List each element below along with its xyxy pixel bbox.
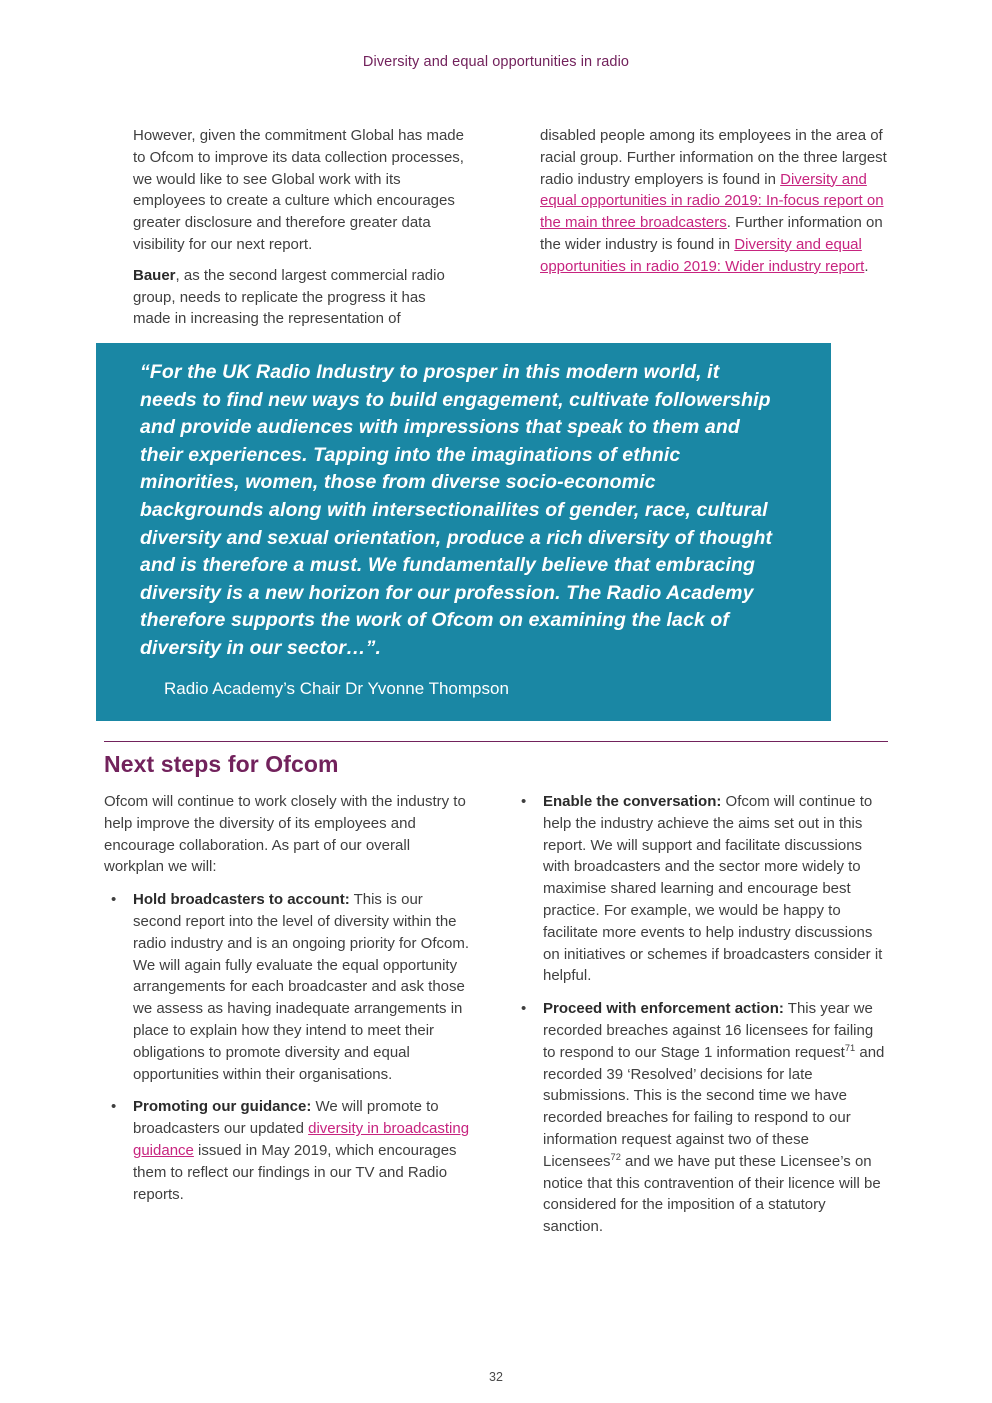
- text-run: and we have put these Licensee’s on notice that this contravention of their licence will be considered for the imposition of a statutory sanction.: [543, 1152, 881, 1236]
- bullet-bold-lead: Promoting our guidance:: [133, 1098, 312, 1116]
- paragraph-global: [133, 125, 465, 256]
- quote-text: “For the UK Radio Industry to prosper in this modern world, it needs to find new ways to build engagement, cultivate followership and provide audiences with impressions that speak to them and their experiences. Tapping into the imaginations of ethnic minorities, women, those from diverse socio-economic backgrounds along with intersectionailites of gender, race, cultural diversity and sexual orientation, produce a rich diversity of thought and is therefore a must. We fundamentally believe that embracing diversity is a new horizon for our profession. The Radio Academy therefore supports the work of Ofcom on examining the lack of diversity in our sector…”.: [140, 361, 773, 659]
- intro-right-column: [540, 125, 888, 339]
- bullet-text: [133, 1096, 470, 1205]
- link-in-focus-report[interactable]: Diversity and equal opportunities in radio 2019: In-focus report on the main three broadcasters: [540, 170, 884, 232]
- next-steps-columns: [104, 791, 888, 1249]
- page-number: 32: [489, 1370, 503, 1384]
- intro-section: [104, 125, 888, 339]
- paragraph-bauer: [133, 265, 465, 330]
- pull-quote-box: [96, 343, 831, 721]
- bullet-enforcement-action: [514, 998, 888, 1238]
- paragraph-further-information: [540, 125, 888, 278]
- text-run: We will promote to broadcasters our updated: [133, 1098, 439, 1138]
- intro-left-column: [104, 125, 465, 339]
- quote-attribution: Radio Academy’s Chair Dr Yvonne Thompson: [164, 678, 509, 698]
- text-run: However, given the commitment Global has made to Ofcom to improve its data collection processes, we would like to see Global work with its employees to create a culture which encourages greater disclosure and therefore greater data visibility for our next report.: [133, 127, 464, 253]
- text-run: .: [864, 257, 869, 275]
- bullet-bold-lead: Proceed with enforcement action:: [543, 1000, 784, 1018]
- section-heading: Next steps for Ofcom: [104, 751, 339, 777]
- bullet-text: [543, 998, 888, 1238]
- text-run: and recorded 39 ‘Resolved’ decisions for late submissions. This is the second time we have recorded breaches for failing to respond to our information request against two of these Licensees: [543, 1043, 885, 1170]
- link-wider-industry-report[interactable]: Diversity and equal opportunities in radio 2019: Wider industry report: [540, 235, 865, 275]
- bullet-bold-lead: Enable the conversation:: [543, 793, 722, 810]
- bullet-promoting-guidance: [104, 1096, 470, 1205]
- text-run: disabled people among its employees in the area of racial group. Further information on the three largest radio industry employers is found in: [540, 127, 887, 188]
- column-gap: [470, 791, 514, 1249]
- footnote-ref-72: 72: [610, 1151, 621, 1162]
- column-gap: [465, 125, 540, 339]
- link-broadcasting-guidance[interactable]: diversity in broadcasting guidance: [133, 1120, 470, 1159]
- footnote-ref-71: 71: [844, 1042, 856, 1053]
- next-steps-left-column: [104, 791, 470, 1249]
- bullet-marker: •: [521, 793, 527, 810]
- bullet-marker: •: [111, 1098, 117, 1116]
- text-run: issued in May 2019, which encourages them to reflect our findings in our TV and Radio reports.: [133, 1141, 457, 1203]
- bullet-marker: •: [521, 1000, 527, 1018]
- section-divider: [104, 741, 888, 742]
- next-steps-intro: Ofcom will continue to work closely with the industry to help improve the diversity of its employees and encourage collaboration. As part of our overall workplan we will:: [104, 793, 466, 876]
- text-run: , as the second largest commercial radio group, needs to replicate the progress it has made in increasing the representation of: [133, 266, 445, 328]
- next-steps-section: [104, 741, 888, 1249]
- bullet-hold-broadcasters: [104, 889, 470, 1085]
- bullet-bold-lead: Hold broadcasters to account:: [133, 891, 350, 909]
- next-steps-right-column: [514, 791, 888, 1249]
- bullet-text: [133, 889, 470, 1085]
- page-header-title: Diversity and equal opportunities in radio: [362, 54, 630, 70]
- bullet-enable-conversation: [514, 791, 888, 987]
- bullet-text: [543, 791, 888, 987]
- bullet-marker: •: [111, 891, 117, 909]
- text-run: This is our second report into the level of diversity within the radio industry and is an ongoing priority for Ofcom. We will again fully evaluate the equal opportunity arrangements for each broadcaster and ask those we assess as having inadequate arrangements in place to explain how they intend to meet their obligations to promote diversity and equal opportunities within their organisations.: [133, 891, 469, 1083]
- bauer-bold-lead: Bauer: [133, 266, 176, 284]
- text-run: . Further information on the wider industry is found in: [540, 214, 883, 253]
- text-run: Ofcom will continue to help the industry achieve the aims set out in this report. We will support and facilitate discussions with broadcasters and the sector more widely to maximise shared learning and encourage best practice. For example, we would be happy to facilitate more events to help industry discussions on initiatives or schemes if broadcasters consider it helpful.: [543, 793, 883, 985]
- text-run: This year we recorded breaches against 16 licensees for failing to respond to our Stage 1 information request: [543, 1000, 874, 1061]
